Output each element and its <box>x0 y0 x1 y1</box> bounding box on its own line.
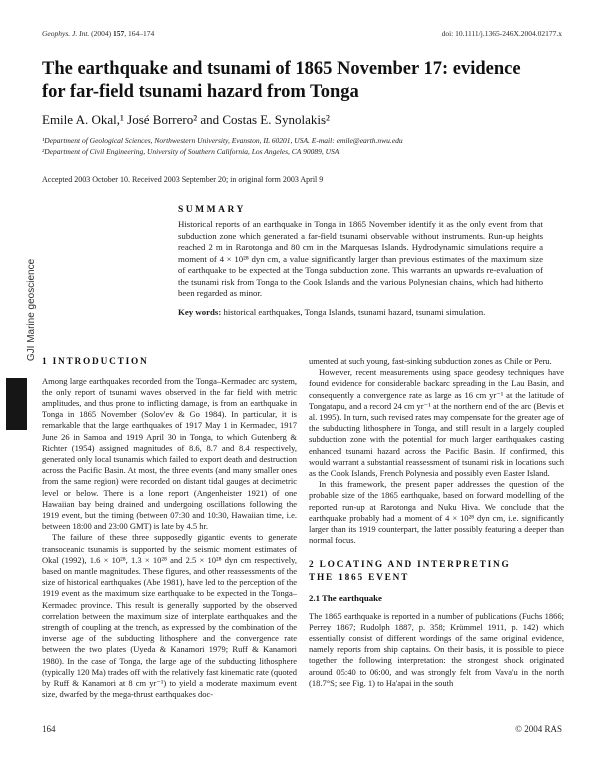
continued-paragraph: umented at such young, fast-sinking subduction zones as Chile or Peru. <box>309 356 552 366</box>
keywords-line <box>178 307 543 319</box>
body-paragraph-framework: In this framework, the present paper addresses the question of the probable size of the 1865 earthquake, based on forward modelling of the reported run-up at Rarotonga and Nuku Hiva. We conclude that the earthquake probably had a moment of 4 × 10²⁸ dyn cm, i.e. significantly larger than its 1919 counterpart, the latter possibly featuring a deeper than normal focus. <box>309 479 564 546</box>
spine-marker-block <box>6 378 27 430</box>
received-accepted-dates: Accepted 2003 October 10. Received 2003 September 20; in original form 2003 April 9 <box>42 175 324 184</box>
subsection-2-1-heading: 2.1 The earthquake <box>309 593 382 604</box>
page-number: 164 <box>42 724 56 734</box>
affiliations <box>42 136 587 157</box>
running-head <box>42 29 562 38</box>
page-footer <box>42 724 562 734</box>
journal-name: Geophys. J. Int. <box>42 29 90 38</box>
article-body <box>42 356 564 700</box>
paper-title-line1: The earthquake and tsunami of 1865 November 17: evidence <box>42 59 521 79</box>
summary-section <box>178 205 543 318</box>
keywords-label: Key words: <box>178 306 222 317</box>
section-1-heading: 1 INTRODUCTION <box>42 357 149 367</box>
journal-citation <box>42 29 154 38</box>
citation-volume: 157 <box>113 29 125 38</box>
copyright-notice: © 2004 RAS <box>515 724 562 734</box>
citation-year: (2004) <box>89 29 114 38</box>
body-paragraph-geodesy: However, recent measurements using space geodesy techniques have found evidence for considerable backarc spreading in the Lau Basin, and consequently a convergence rate as large as 16 cm yr⁻¹ at the latitude of Tongatapu, and a record 24 cm yr⁻¹ at the northern end of the arc (Bevis et al. 1995). In turn, such revised rates may compensate for the greater age of the subducting lithosphere in Tonga, and still result in a largely coupled subduction zone with the potential for much larger earthquakes casting enhanced tsunami hazard across the Pacific Basin. If confirmed, this would warrant a substantial reassessment of tsunami risk in locations such as the Cook Islands, French Polynesia and possibly even Easter Island. <box>309 367 564 479</box>
citation-pages: , 164–174 <box>124 29 155 38</box>
intro-paragraph-2: The failure of these three supposedly gigantic events to generate transoceanic tsunamis is supported by the seismic moment estimates of Okal (1992), 1.6 × 10²⁸, 1.3 × 10²⁸ and 2.5 × 10²⁸ dyn cm respectively, based on mantle magnitudes. These figures, and other reassessments of the size of historical earthquakes (Abe 1981), have led to the perception of the 1919 event as the maximum size earthquake to be expected in the Tonga–Kermadec province. This result is generally supported by the observed correlation between the maximum size of interplate earthquakes and the strength of coupling at the trench, as expressed by the combination of the inverse age of the subducting lithosphere and the convergence rate between the two plates (Uyeda & Kanamori 1979; Ruff & Kanamori 1980). In the case of Tonga, the large age of the subducting lithosphere (typically 120 Ma) trades off with the relatively fast kinematic rate (quoted by Ruff & Kanamori at 8 cm yr⁻¹) to yield a moderate maximum event size, dwarfed by the mega-thrust earthquakes doc- <box>42 532 297 700</box>
section-2-heading <box>309 559 564 584</box>
section-2-heading-line2: THE 1865 EVENT <box>309 572 410 583</box>
earthquake-paragraph: The 1865 earthquake is reported in a number of publications (Fuchs 1866; Perrey 1867; Rudolph 1887, p. 358; Krümmel 1911, p. 142) which essentially consist of different wordings of the same original evidence, namely reports from ship captains. On their basis, it is possible to piece together the following interpretation: the strongest shock originated around 05:40 to 06:00, and was strongly felt from Vava'u in the north (18.7°S; see Fig. 1) to Ha'apai in the south <box>309 610 564 688</box>
keywords-list: historical earthquakes, Tonga Islands, tsunami hazard, tsunami simulation. <box>221 306 486 317</box>
summary-body: Historical reports of an earthquake in Tonga in 1865 November identify it as the only event from that subduction zone which generated a far-field tsunami observable without instruments. Run-up heights reached 2 m in Rarotonga and 80 cm in the Marquesas Islands. Hydrodynamic simulations require a moment of 4 × 10²⁸ dyn cm, a value significantly larger than previous estimates of the maximum size of earthquake to be expected at the Tonga subduction zone. This warrants an upwards re-evaluation of the tsunami risk from Tonga to the Cook Islands and the various Polynesian chains, which had hitherto been regarded as minor. <box>178 219 543 298</box>
paper-title-line2: for far-field tsunami hazard from Tonga <box>42 82 359 102</box>
journal-section-vertical-label: GJI Marine geoscience <box>26 258 37 362</box>
section-2-heading-line1: 2 LOCATING AND INTERPRETING <box>309 560 511 571</box>
summary-heading: SUMMARY <box>178 205 246 215</box>
intro-paragraph-1: Among large earthquakes recorded from the Tonga–Kermadec arc system, the only report of tsunami waves observed in the far field with metric amplitudes, and thus prone to inflicting damage, is from an earthquake in Tonga in 1865 November (Solov'ev & Go 1984). In particular, it is remarkable that the large earthquakes of 1917 May 1 in Kermadec, 1917 June 26 in Samoa and 1919 April 30 in Tonga, to which Gutenberg & Richter (1954) assigned magnitudes of 8.6, 8.7 and 8.4 respectively, generated only local tsunamis which failed to export death and destruction across the Pacific Basin. At most, the three events (and many smaller ones from the same region) were recorded on distant tidal gauges at decimetric level or below. There is a lone report (Angenheister 1921) of one Hawaiian bay being drained and undergoing oscillations following the 1919 event, but the timing (between 07:30 and 10:30, Hawaiian time, i.e. between 18:00 and 23:00 GMT) is late by 4.5 hr. <box>42 375 297 532</box>
paper-title <box>42 58 587 104</box>
author-line: Emile A. Okal,¹ José Borrero² and Costas E. Synolakis² <box>42 112 330 127</box>
column-left <box>42 356 297 700</box>
affiliation-2: ²Department of Civil Engineering, University of Southern California, Los Angeles, CA 90089, USA <box>42 146 340 156</box>
column-right <box>309 356 564 700</box>
doi-text: doi: 10.1111/j.1365-246X.2004.02177.x <box>441 29 562 38</box>
affiliation-1: ¹Department of Geological Sciences, Northwestern University, Evanston, IL 60201, USA. E-mail: emile@earth.nwu.edu <box>42 136 403 145</box>
